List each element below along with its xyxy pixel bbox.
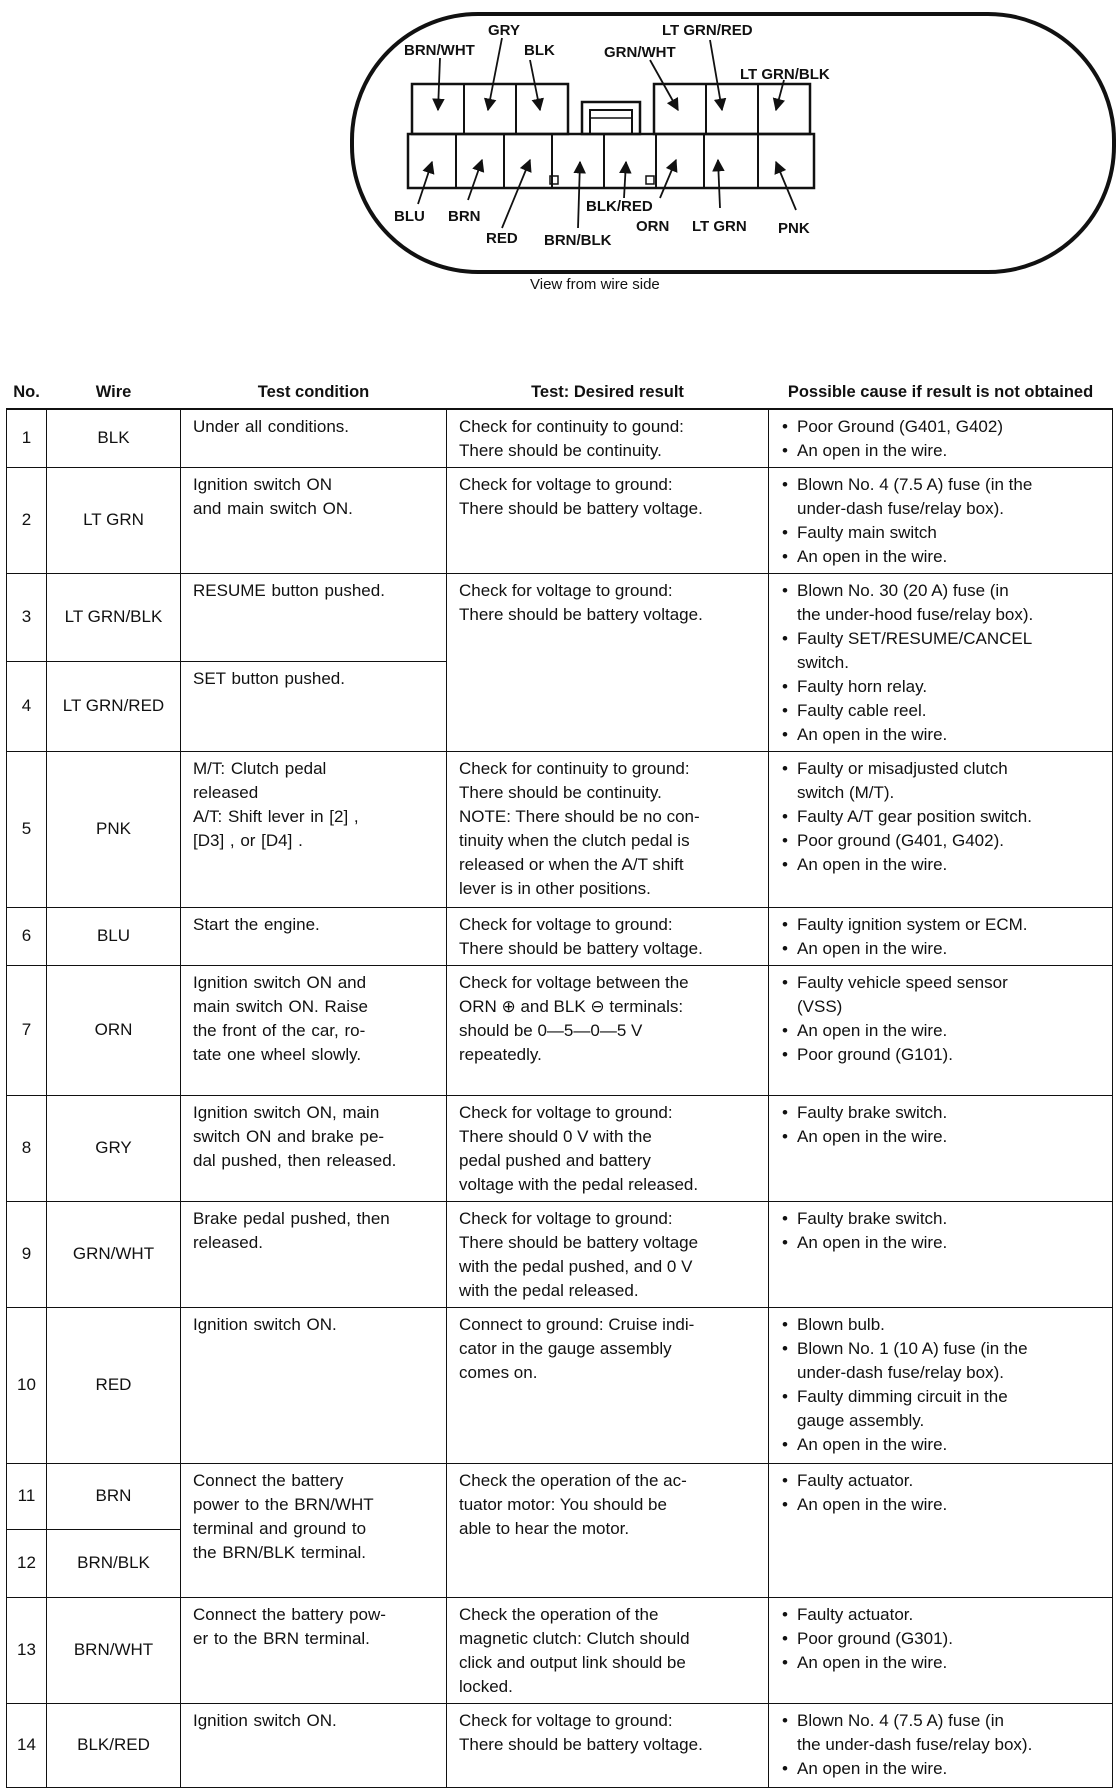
row-causes	[769, 965, 1113, 1095]
row-no: 5	[7, 751, 47, 907]
row-wire: BRN	[47, 1463, 181, 1529]
row-causes	[769, 467, 1113, 573]
wire-test-table	[6, 378, 1113, 1788]
header-cause: Possible cause if result is not obtained	[769, 378, 1113, 409]
row-no: 1	[7, 409, 47, 467]
row-condition: Ignition switch ON and main switch ON.	[181, 467, 447, 573]
cause-item: • An open in the wire.	[781, 1019, 1104, 1043]
cause-item: • Faulty SET/RESUME/CANCEL switch.	[781, 627, 1104, 675]
cause-item: • Faulty vehicle speed sensor (VSS)	[781, 971, 1104, 1019]
pin-label-grn-wht: GRN/WHT	[604, 44, 676, 61]
row-condition: Connect the battery power to the BRN/WHT terminal and ground to the BRN/BLK terminal.	[181, 1463, 447, 1597]
table-row	[7, 1307, 1113, 1463]
connector-diagram	[0, 0, 1120, 320]
row-no: 7	[7, 965, 47, 1095]
row-causes	[769, 1463, 1113, 1597]
cause-item: • An open in the wire.	[781, 1651, 1104, 1675]
pin-label-pnk: PNK	[778, 220, 810, 237]
row-no: 8	[7, 1095, 47, 1201]
cause-item: • Poor Ground (G401, G402)	[781, 415, 1104, 439]
row-condition: Under all conditions.	[181, 409, 447, 467]
row-result: Check for voltage to ground: There should be battery voltage.	[447, 573, 769, 751]
pin-label-blk: BLK	[524, 42, 555, 59]
cause-item: • Poor ground (G101).	[781, 1043, 1104, 1067]
row-condition: Connect the battery pow- er to the BRN terminal.	[181, 1597, 447, 1703]
row-wire: BLK/RED	[47, 1703, 181, 1787]
row-no: 4	[7, 661, 47, 751]
row-result: Check the operation of the ac- tuator motor: You should be able to hear the motor.	[447, 1463, 769, 1597]
row-no: 12	[7, 1529, 47, 1597]
cause-item: • An open in the wire.	[781, 723, 1104, 747]
table-row	[7, 1095, 1113, 1201]
row-result: Check for voltage to ground: There should be battery voltage with the pedal pushed, and 0 V with the pedal released.	[447, 1201, 769, 1307]
row-wire: PNK	[47, 751, 181, 907]
row-condition: Start the engine.	[181, 907, 447, 965]
row-condition: Ignition switch ON and main switch ON. Raise the front of the car, ro- tate one wheel slowly.	[181, 965, 447, 1095]
row-result: Check for continuity to gound: There should be continuity.	[447, 409, 769, 467]
row-no: 10	[7, 1307, 47, 1463]
pin-label-gry: GRY	[488, 22, 520, 39]
row-causes	[769, 1597, 1113, 1703]
cause-item: • Blown No. 4 (7.5 A) fuse (in the under-dash fuse/relay box).	[781, 473, 1104, 521]
row-no: 13	[7, 1597, 47, 1703]
cause-item: • Faulty actuator.	[781, 1469, 1104, 1493]
row-wire: ORN	[47, 965, 181, 1095]
table-row	[7, 1597, 1113, 1703]
row-result: Check for voltage between the ORN ⊕ and BLK ⊖ terminals: should be 0—5—0—5 V repeatedly.	[447, 965, 769, 1095]
cause-item: • Faulty horn relay.	[781, 675, 1104, 699]
row-condition: Ignition switch ON.	[181, 1307, 447, 1463]
header-result: Test: Desired result	[447, 378, 769, 409]
table-row	[7, 1201, 1113, 1307]
row-result: Check for voltage to ground: There should be battery voltage.	[447, 1703, 769, 1787]
cause-item: • An open in the wire.	[781, 1433, 1104, 1457]
row-condition: M/T: Clutch pedal released A/T: Shift lever in [2] , [D3] , or [D4] .	[181, 751, 447, 907]
table-row	[7, 751, 1113, 907]
cause-item: • Faulty main switch	[781, 521, 1104, 545]
row-wire: BRN/WHT	[47, 1597, 181, 1703]
row-result: Check for continuity to ground: There should be continuity. NOTE: There should be no con- tinuity when the clutch pedal is released or when the A/T shift lever is in other positions.	[447, 751, 769, 907]
row-no: 3	[7, 573, 47, 661]
header-condition: Test condition	[181, 378, 447, 409]
row-causes	[769, 409, 1113, 467]
table-row	[7, 467, 1113, 573]
cause-item: • An open in the wire.	[781, 937, 1104, 961]
row-wire: BRN/BLK	[47, 1529, 181, 1597]
cause-item: • An open in the wire.	[781, 853, 1104, 877]
row-wire: LT GRN/BLK	[47, 573, 181, 661]
cause-item: • An open in the wire.	[781, 1231, 1104, 1255]
pin-label-lt-grn-red: LT GRN/RED	[662, 22, 753, 39]
cause-item: • An open in the wire.	[781, 1757, 1104, 1781]
cause-item: • Blown No. 1 (10 A) fuse (in the under-dash fuse/relay box).	[781, 1337, 1104, 1385]
row-causes	[769, 1703, 1113, 1787]
row-wire: LT GRN	[47, 467, 181, 573]
cause-item: • An open in the wire.	[781, 1493, 1104, 1517]
cause-item: • An open in the wire.	[781, 545, 1104, 569]
table-row	[7, 573, 1113, 661]
row-no: 9	[7, 1201, 47, 1307]
cause-item: • An open in the wire.	[781, 1125, 1104, 1149]
row-wire: GRY	[47, 1095, 181, 1201]
cause-item: • Faulty A/T gear position switch.	[781, 805, 1104, 829]
cause-item: • Blown No. 30 (20 A) fuse (in the under-hood fuse/relay box).	[781, 579, 1104, 627]
cause-item: • Faulty brake switch.	[781, 1207, 1104, 1231]
header-wire: Wire	[47, 378, 181, 409]
cause-item: • Faulty cable reel.	[781, 699, 1104, 723]
row-causes	[769, 1307, 1113, 1463]
row-result: Check for voltage to ground: There should 0 V with the pedal pushed and battery voltage with the pedal released.	[447, 1095, 769, 1201]
header-no: No.	[7, 378, 47, 409]
row-causes	[769, 1095, 1113, 1201]
diagram-caption: View from wire side	[530, 276, 660, 293]
row-result: Check the operation of the magnetic clutch: Clutch should click and output link should be locked.	[447, 1597, 769, 1703]
row-condition: RESUME button pushed.	[181, 573, 447, 661]
table-header-row	[7, 378, 1113, 409]
cause-item: • Poor ground (G401, G402).	[781, 829, 1104, 853]
row-no: 14	[7, 1703, 47, 1787]
row-wire: GRN/WHT	[47, 1201, 181, 1307]
row-causes	[769, 907, 1113, 965]
table-row	[7, 409, 1113, 467]
row-wire: LT GRN/RED	[47, 661, 181, 751]
row-no: 6	[7, 907, 47, 965]
row-no: 11	[7, 1463, 47, 1529]
pin-label-brn-wht: BRN/WHT	[404, 42, 475, 59]
row-result: Connect to ground: Cruise indi- cator in the gauge assembly comes on.	[447, 1307, 769, 1463]
table-row	[7, 965, 1113, 1095]
pin-label-blk-red: BLK/RED	[586, 198, 653, 215]
cause-item: • Faulty or misadjusted clutch switch (M/T).	[781, 757, 1104, 805]
row-result: Check for voltage to ground: There should be battery voltage.	[447, 467, 769, 573]
pin-label-red: RED	[486, 230, 518, 247]
row-no: 2	[7, 467, 47, 573]
cause-item: • Faulty actuator.	[781, 1603, 1104, 1627]
connector-drawing	[0, 0, 1120, 320]
cause-item: • Faulty ignition system or ECM.	[781, 913, 1104, 937]
pin-label-brn: BRN	[448, 208, 481, 225]
row-wire: RED	[47, 1307, 181, 1463]
cause-item: • Blown No. 4 (7.5 A) fuse (in the under-dash fuse/relay box).	[781, 1709, 1104, 1757]
row-condition: SET button pushed.	[181, 661, 447, 751]
pin-label-orn: ORN	[636, 218, 670, 235]
pin-label-brn-blk: BRN/BLK	[544, 232, 612, 249]
table-row	[7, 1463, 1113, 1529]
row-causes	[769, 573, 1113, 751]
row-condition: Ignition switch ON, main switch ON and brake pe- dal pushed, then released.	[181, 1095, 447, 1201]
table-row	[7, 1703, 1113, 1787]
cause-item: • Faulty brake switch.	[781, 1101, 1104, 1125]
pin-label-lt-grn: LT GRN	[692, 218, 747, 235]
pin-label-blu: BLU	[394, 208, 425, 225]
cause-item: • Blown bulb.	[781, 1313, 1104, 1337]
row-condition: Brake pedal pushed, then released.	[181, 1201, 447, 1307]
cause-item: • Poor ground (G301).	[781, 1627, 1104, 1651]
row-causes	[769, 751, 1113, 907]
row-causes	[769, 1201, 1113, 1307]
row-result: Check for voltage to ground: There should be battery voltage.	[447, 907, 769, 965]
table-row	[7, 907, 1113, 965]
row-wire: BLU	[47, 907, 181, 965]
cause-item: • Faulty dimming circuit in the gauge assembly.	[781, 1385, 1104, 1433]
row-wire: BLK	[47, 409, 181, 467]
pin-label-lt-grn-blk: LT GRN/BLK	[740, 66, 830, 83]
row-condition: Ignition switch ON.	[181, 1703, 447, 1787]
cause-item: • An open in the wire.	[781, 439, 1104, 463]
